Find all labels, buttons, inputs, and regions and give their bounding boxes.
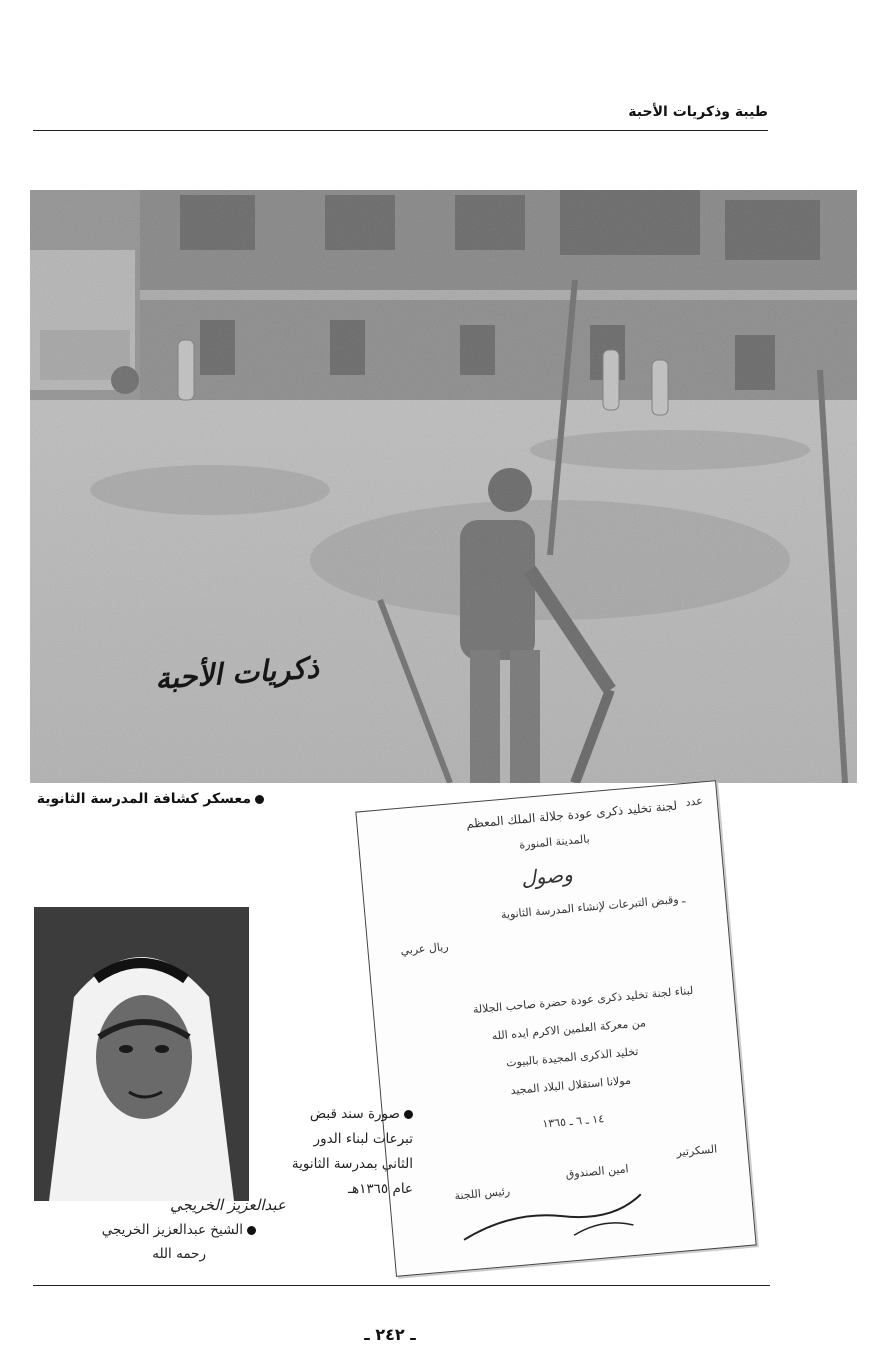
- receipt-caption-line: الثاني بمدرسة الثانوية: [291, 1156, 413, 1172]
- receipt-footer-label: امين الصندوق: [565, 1162, 630, 1181]
- scout-camp-illustration: [30, 190, 857, 783]
- receipt-number-label: عدد: [684, 794, 704, 809]
- page-number: ـ ٢٤٢ ـ: [364, 1325, 416, 1344]
- bullet-icon: [404, 1110, 413, 1119]
- camp-caption-text: معسكر كشافة المدرسة الثانوية: [36, 791, 251, 807]
- portrait-signature: عبدالعزيز الخريجي: [170, 1196, 286, 1214]
- photo-title-overlay: ذكريات الأحبة: [154, 650, 320, 696]
- footer-rule: [33, 1285, 770, 1286]
- sheikh-portrait: [34, 907, 249, 1201]
- scout-camp-photo: [30, 190, 857, 783]
- receipt-caption: [253, 1102, 413, 1202]
- receipt-body-line: من معركة العلمين الاكرم ايده الله: [491, 1016, 647, 1043]
- receipt-footer-label: السكرتير: [675, 1142, 718, 1159]
- sheikh-caption-name: الشيخ عبدالعزيز الخريجي: [101, 1222, 243, 1238]
- sheikh-caption-prayer: رحمه الله: [152, 1246, 206, 1262]
- receipt-title: وصول: [520, 862, 574, 891]
- camp-caption: [37, 791, 264, 807]
- bullet-icon: [255, 795, 264, 804]
- receipt-caption-line: تبرعات لبناء الدور: [313, 1131, 413, 1147]
- receipt-subheader: بالمدينة المنورة: [518, 832, 591, 852]
- portrait-illustration: [34, 907, 249, 1201]
- receipt-body-line: لبناء لجنة تخليد ذكرى عودة حضرة صاحب الجلالة: [472, 983, 694, 1017]
- receipt-body-line: تخليد الذكرى المجيدة بالبيوت: [505, 1044, 639, 1070]
- sheikh-caption: [16, 1218, 256, 1266]
- receipt-header-line: لجنة تخليد ذكرى عودة جلالة الملك المعظم: [465, 798, 678, 832]
- receipt-currency: ريال عربي: [399, 940, 450, 958]
- receipt-amount-line: ـ وقبض التبرعات لإنشاء المدرسة الثانوية: [500, 892, 686, 922]
- running-title: طيبة وذكريات الأحبة: [628, 104, 768, 120]
- receipt-footer-label: رئيس اللجنة: [454, 1184, 511, 1203]
- receipt-caption-line: عام ١٣٦٥هـ: [348, 1181, 413, 1197]
- receipt-date: ١٤ ـ ٦ ـ ١٣٦٥: [541, 1112, 605, 1131]
- receipt-body-line: مولانا استقلال البلاد المجيد: [510, 1073, 632, 1098]
- bullet-icon: [247, 1226, 256, 1235]
- header-rule: [33, 130, 768, 131]
- receipt-caption-line: صورة سند قبض: [309, 1106, 400, 1122]
- receipt-document: [355, 780, 756, 1277]
